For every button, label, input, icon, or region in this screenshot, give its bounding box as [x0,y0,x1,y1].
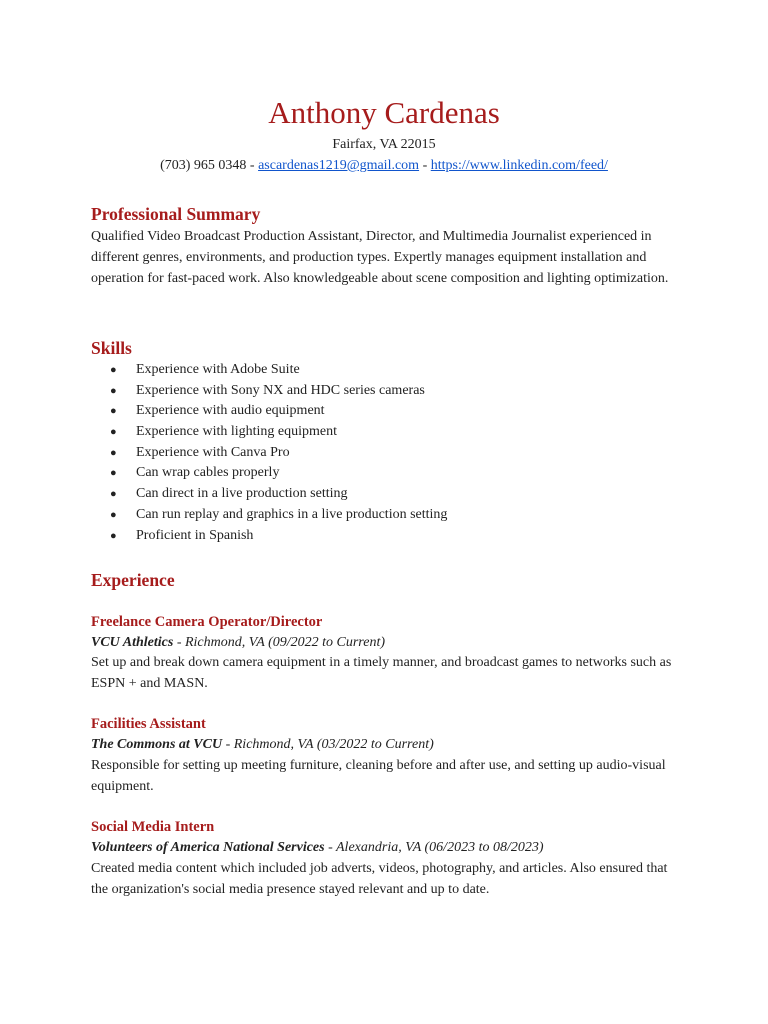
phone-number: (703) 965 0348 [160,158,247,173]
job-title: Social Media Intern [91,819,215,835]
skill-text: Experience with Adobe Suite [136,362,300,377]
bullet-icon: ● [110,384,117,397]
skill-text: Experience with Sony NX and HDC series cameras [136,382,425,398]
bullet-icon: ● [110,364,117,376]
job-description: Set up and break down camera equipment in a timely manner, and broadcast games to networks such as ESPN + and MASN. [91,655,672,691]
skill-text: Experience with lighting equipment [136,424,338,440]
skills-heading: Skills [91,338,132,358]
bullet-icon: ● [110,508,117,521]
job-meta [91,735,691,755]
experience-heading: Experience [91,570,175,590]
skill-text: Can run replay and graphics in a live production setting [136,506,448,522]
skill-item [91,505,447,526]
skill-text: Proficient in Spanish [136,527,254,543]
job-description: Responsible for setting up meeting furniture, cleaning before and after use, and setting up audio-visual equipment. [91,758,666,794]
job-meta [91,633,691,653]
summary-text: Qualified Video Broadcast Production Assistant, Director, and Multimedia Journalist experienced in different genres, environments, and production types. Expertly manages equipment installation and operation for fast-paced work. Also knowledgeable about scene composition and lighting optimization. [91,229,669,286]
skill-item [91,381,447,402]
address: Fairfax, VA 22015 [332,137,436,152]
skill-item [91,443,447,464]
job-organization: VCU Athletics [91,635,174,650]
skill-text: Can direct in a live production setting [136,486,348,502]
job-details: - Richmond, VA (09/2022 to Current) [173,635,385,650]
skill-text: Experience with Canva Pro [136,444,290,460]
job-details: - Richmond, VA (03/2022 to Current) [222,737,434,752]
skill-text: Experience with audio equipment [136,403,325,419]
bullet-icon: ● [110,529,117,542]
summary-heading: Professional Summary [91,204,261,224]
skills-list [91,360,447,546]
job-organization: Volunteers of America National Services [91,840,325,855]
job-details: - Alexandria, VA (06/2023 to 08/2023) [324,840,544,855]
candidate-name: Anthony Cardenas [268,95,500,130]
job-organization: The Commons at VCU [91,737,223,752]
email-link[interactable]: ascardenas1219@gmail.com [258,158,420,173]
bullet-icon: ● [110,467,117,480]
skill-item [91,484,447,505]
skill-item [91,422,447,443]
skill-item [91,526,447,547]
bullet-icon: ● [110,446,117,459]
skill-item [91,360,447,381]
skill-text: Can wrap cables properly [136,465,280,481]
bullet-icon: ● [110,488,117,501]
job-description: Created media content which included job adverts, videos, photography, and articles. Also ensured that the organization's social media presence stayed relevant and up to date. [91,861,668,897]
skill-item [91,463,447,484]
separator: - [246,158,259,173]
separator: - [419,158,431,173]
skill-item [91,401,447,422]
contact-line [0,157,768,175]
linkedin-link[interactable]: https://www.linkedin.com/feed/ [430,158,608,173]
job-title: Freelance Camera Operator/Director [91,614,323,630]
job-title: Facilities Assistant [91,716,206,732]
bullet-icon: ● [110,426,117,439]
bullet-icon: ● [110,405,117,418]
job-meta [91,838,691,858]
